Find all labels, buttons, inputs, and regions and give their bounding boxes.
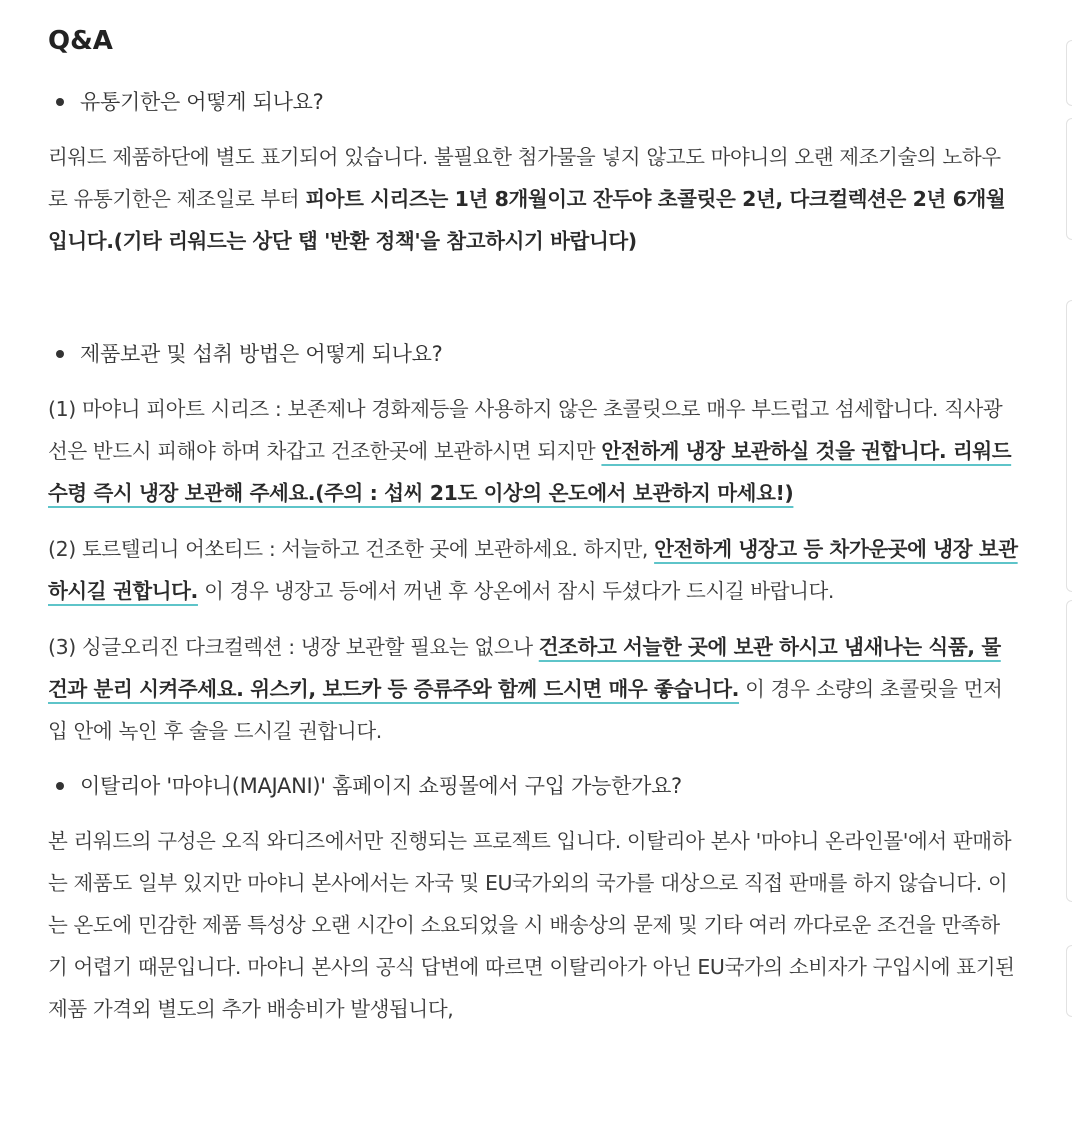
sidebar-card-edge[interactable] [1066,118,1072,240]
sidebar-card-edge[interactable] [1066,600,1072,902]
answer-text: (1) 마야니 피아트 시리즈 : 보존제나 경화제등을 사용하지 않은 초콜릿으로 매우 부드럽고 섬세합니다. 직사광선은 반드시 피해야 하며 차갑고 건조한곳에 보관하시면 되지만 [48,397,1003,463]
answer-tail-text: 이 경우 냉장고 등에서 꺼낸 후 상온에서 잠시 두셨다가 드시길 바랍니다. [197,579,835,603]
question-text: 유통기한은 어떻게 되나요? [80,90,324,114]
answer-bold-text: 피아트 시리즈는 1년 8개월이고 잔두야 초콜릿은 2년, 다크컬렉션은 2년 6개월입니다.(기타 리워드는 상단 탭 '반환 정책'을 참고하시기 바랍니다) [48,187,1006,253]
qa-section [48,22,1018,1044]
sidebar-card-edge[interactable] [1066,300,1072,592]
answer-purchase: 본 리워드의 구성은 오직 와디즈에서만 진행되는 프로젝트 입니다. 이탈리아 본사 '마야니 온라인몰'에서 판매하는 제품도 일부 있지만 마야니 본사에서는 자국 및 EU국가외의 국가를 대상으로 직접 판매를 하지 않습니다. 이는 온도에 민감한 제품 특성상 오랜 시간이 소요되었을 시 배송상의 문제 및 기타 여러 까다로운 조건을 만족하기 어렵기 때문입니다. 마야니 본사의 공식 답변에 따르면 이탈리아가 아닌 EU국가의 소비자가 구입시에 표기된 제품 가격외 별도의 추가 배송비가 발생됩니다, [48,829,1015,1021]
answer-text: (2) 토르텔리니 어쏘티드 : 서늘하고 건조한 곳에 보관하세요. 하지만, [48,537,655,561]
sidebar-card-edge[interactable] [1066,945,1072,1017]
answer-tail-text: 이 경우 소량의 초콜릿을 먼저 입 안에 녹인 후 술을 드시길 권합니다. [48,677,1003,743]
sidebar-card-edge[interactable] [1066,40,1072,106]
answer-highlight-text: 안전하게 냉장 보관하실 것을 권합니다. 리워드 수령 즉시 냉장 보관해 주세요.(주의 : 섭씨 21도 이상의 온도에서 보관하지 마세요!) [48,439,1012,505]
question-text: 제품보관 및 섭취 방법은 어떻게 되나요? [80,342,443,366]
question-text: 이탈리아 '마야니(MAJANI)' 홈페이지 쇼핑몰에서 구입 가능한가요? [80,774,682,798]
bullet-icon [56,98,64,106]
answer-storage-tortellini [48,528,1018,612]
answer-storage-fiat [48,388,1018,514]
answer-text: (3) 싱글오리진 다크컬렉션 : 냉장 보관할 필요는 없으나 [48,635,539,659]
section-title: Q&A [48,26,113,56]
answer-highlight-text: 건조하고 서늘한 곳에 보관 하시고 냄새나는 식품, 물건과 분리 시켜주세요. 위스키, 보드카 등 증류주와 함께 드시면 매우 좋습니다. [48,635,1001,701]
question-shelf-life [48,82,1018,122]
bullet-icon [56,350,64,358]
spacer [48,276,1018,334]
answer-storage-dark [48,626,1018,752]
question-purchase [48,766,1018,806]
answer-shelf-life [48,136,1018,262]
answer-text: 리워드 제품하단에 별도 표기되어 있습니다. 불필요한 첨가물을 넣지 않고도 마야니의 오랜 제조기술의 노하우로 유통기한은 제조일로 부터 [48,145,1001,211]
bullet-icon [56,782,64,790]
answer-highlight-text: 안전하게 냉장고 등 차가운곳에 냉장 보관하시길 권합니다. [48,537,1018,603]
question-storage [48,334,1018,374]
